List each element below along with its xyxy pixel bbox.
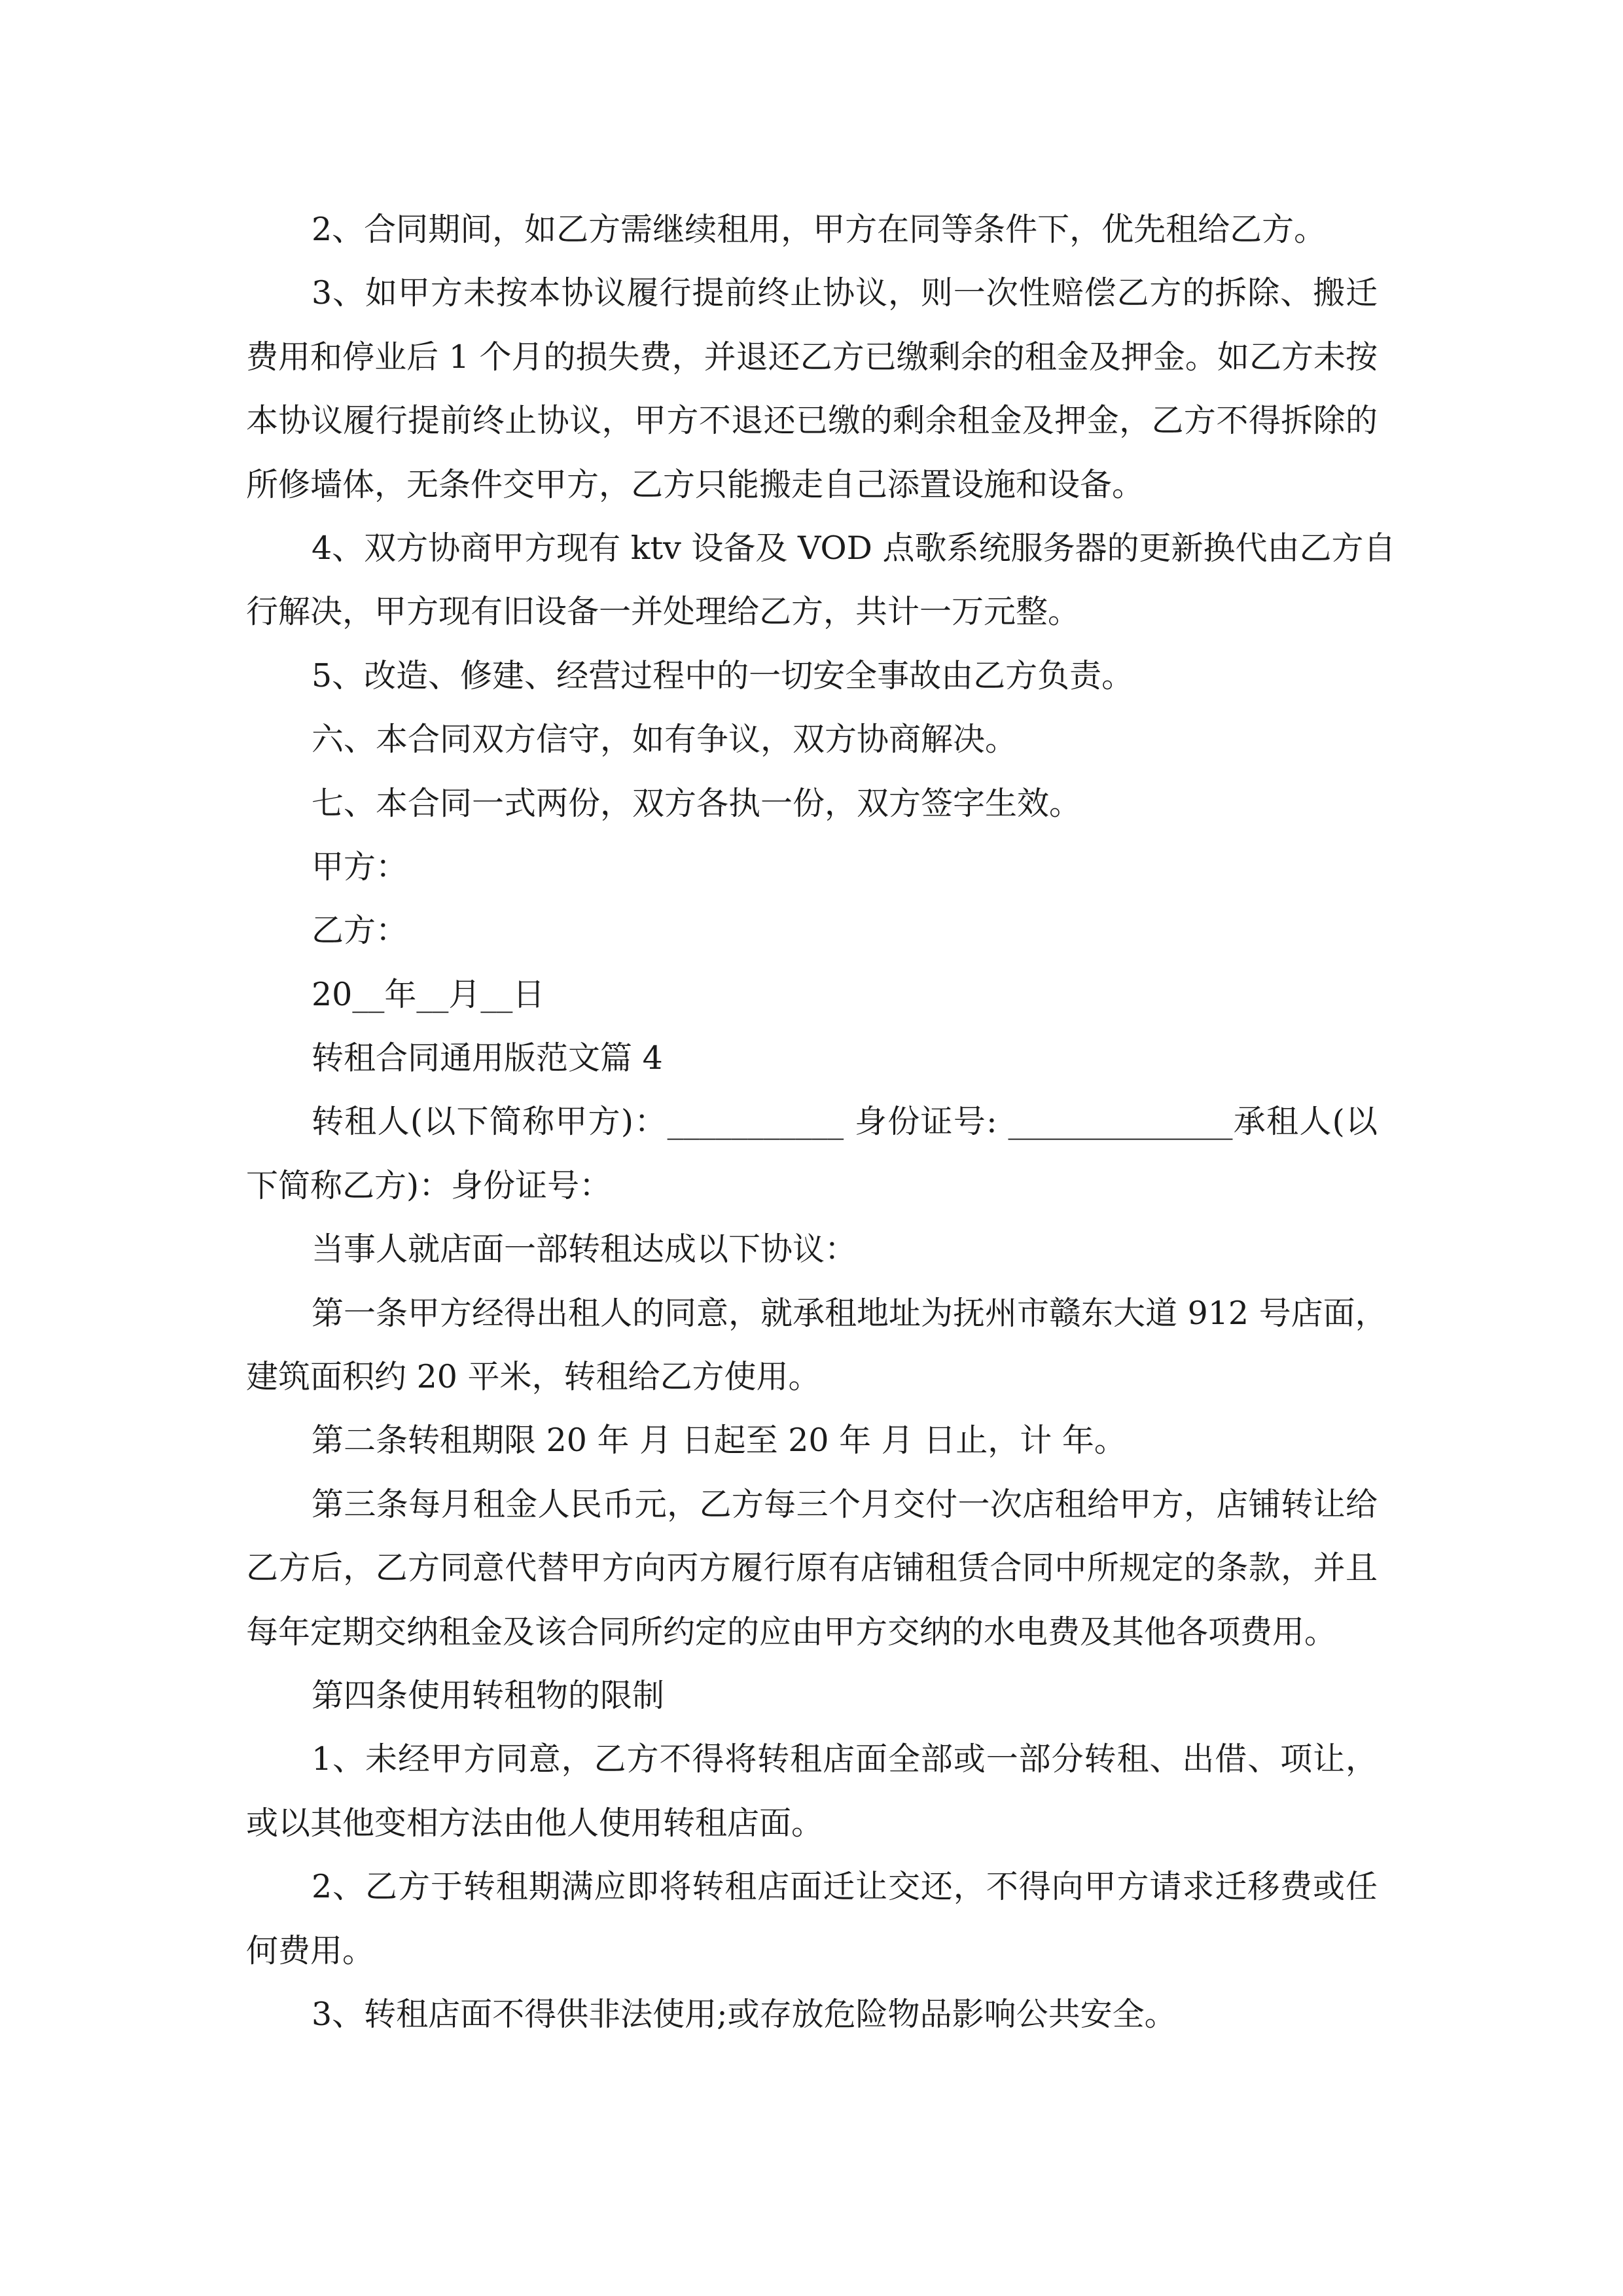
clause-3-line: 费用和停业后 1 个月的损失费，并退还乙方已缴剩余的租金及押金。如乙方未按 <box>246 338 1378 376</box>
party-b-signature: 乙方： <box>312 912 408 950</box>
clause-2-line: 2、合同期间，如乙方需继续租用，甲方在同等条件下，优先租给乙方。 <box>312 211 1327 248</box>
article-2-paragraph <box>246 1408 1378 1472</box>
article-4-item-line: 3、转租店面不得供非法使用;或存放危险物品影响公共安全。 <box>312 1995 1177 2033</box>
article-4-item-line: 2、乙方于转租期满应即将转租店面迁让交还，不得向甲方请求迁移费或任 <box>312 1868 1378 1906</box>
clause-3-line: 所修墙体，无条件交甲方，乙方只能搬走自己添置设施和设备。 <box>246 465 1145 503</box>
clause-5-paragraph <box>246 644 1378 708</box>
date-line: 20__年__月__日 <box>312 975 545 1013</box>
article-1-line: 第一条甲方经得出租人的同意，就承租地址为抚州市赣东大道 912 号店面， <box>312 1294 1387 1332</box>
article-4-item-3 <box>246 1982 1378 2046</box>
parties-line: 转租人(以下简称甲方)：___________ 身份证号: ______________承租人(以 <box>312 1103 1378 1141</box>
article-3-line: 第三条每月租金人民币元，乙方每三个月交付一次店租给甲方，店铺转让给 <box>312 1485 1378 1523</box>
article-6: 六、本合同双方信守，如有争议，双方协商解决。 <box>312 721 1018 759</box>
clause-2-paragraph <box>246 198 1378 261</box>
clause-4-line: 4、双方协商甲方现有 ktv 设备及 VOD 点歌系统服务器的更新换代由乙方自 <box>312 529 1396 567</box>
document-body <box>246 198 1396 2046</box>
article-7: 七、本合同一式两份，双方各执一份，双方签字生效。 <box>312 784 1082 822</box>
article-4-item-2 <box>246 1855 1378 1982</box>
preamble: 当事人就店面一部转租达成以下协议： <box>312 1230 857 1268</box>
clause-3-paragraph <box>246 261 1378 516</box>
section-title: 转租合同通用版范文篇 4 <box>312 1039 663 1077</box>
parties-paragraph <box>246 1090 1378 1217</box>
article-2-line: 第二条转租期限 20 年 月 日起至 20 年 月 日止，计 年。 <box>312 1422 1126 1460</box>
article-1-line: 建筑面积约 20 平米，转租给乙方使用。 <box>246 1358 821 1396</box>
article-3-line: 乙方后，乙方同意代替甲方向丙方履行原有店铺租赁合同中所规定的条款，并且 <box>246 1549 1378 1587</box>
article-4-item-line: 何费用。 <box>246 1931 375 1969</box>
parties-line: 下简称乙方)：身份证号： <box>246 1166 612 1204</box>
clause-4-paragraph <box>246 516 1396 644</box>
clause-3-line: 3、如甲方未按本协议履行提前终止协议，则一次性赔偿乙方的拆除、搬迁 <box>312 274 1378 312</box>
article-4-item-1 <box>246 1727 1378 1855</box>
clause-3-line: 本协议履行提前终止协议，甲方不退还已缴的剩余租金及押金，乙方不得拆除的 <box>246 402 1378 440</box>
article-4-item-line: 1、未经甲方同意，乙方不得将转租店面全部或一部分转租、出借、项让， <box>312 1740 1378 1778</box>
article-1-paragraph <box>246 1282 1387 1409</box>
article-3-paragraph <box>246 1473 1378 1664</box>
clause-5-line: 5、改造、修建、经营过程中的一切安全事故由乙方负责。 <box>312 656 1134 694</box>
clause-4-line: 行解决，甲方现有旧设备一并处理给乙方，共计一万元整。 <box>246 593 1080 631</box>
article-4-heading: 第四条使用转租物的限制 <box>312 1676 665 1714</box>
party-a-signature: 甲方： <box>312 848 408 886</box>
article-3-line: 每年定期交纳租金及该合同所约定的应由甲方交纳的水电费及其他各项费用。 <box>246 1613 1337 1651</box>
article-4-item-line: 或以其他变相方法由他人使用转租店面。 <box>246 1804 824 1842</box>
